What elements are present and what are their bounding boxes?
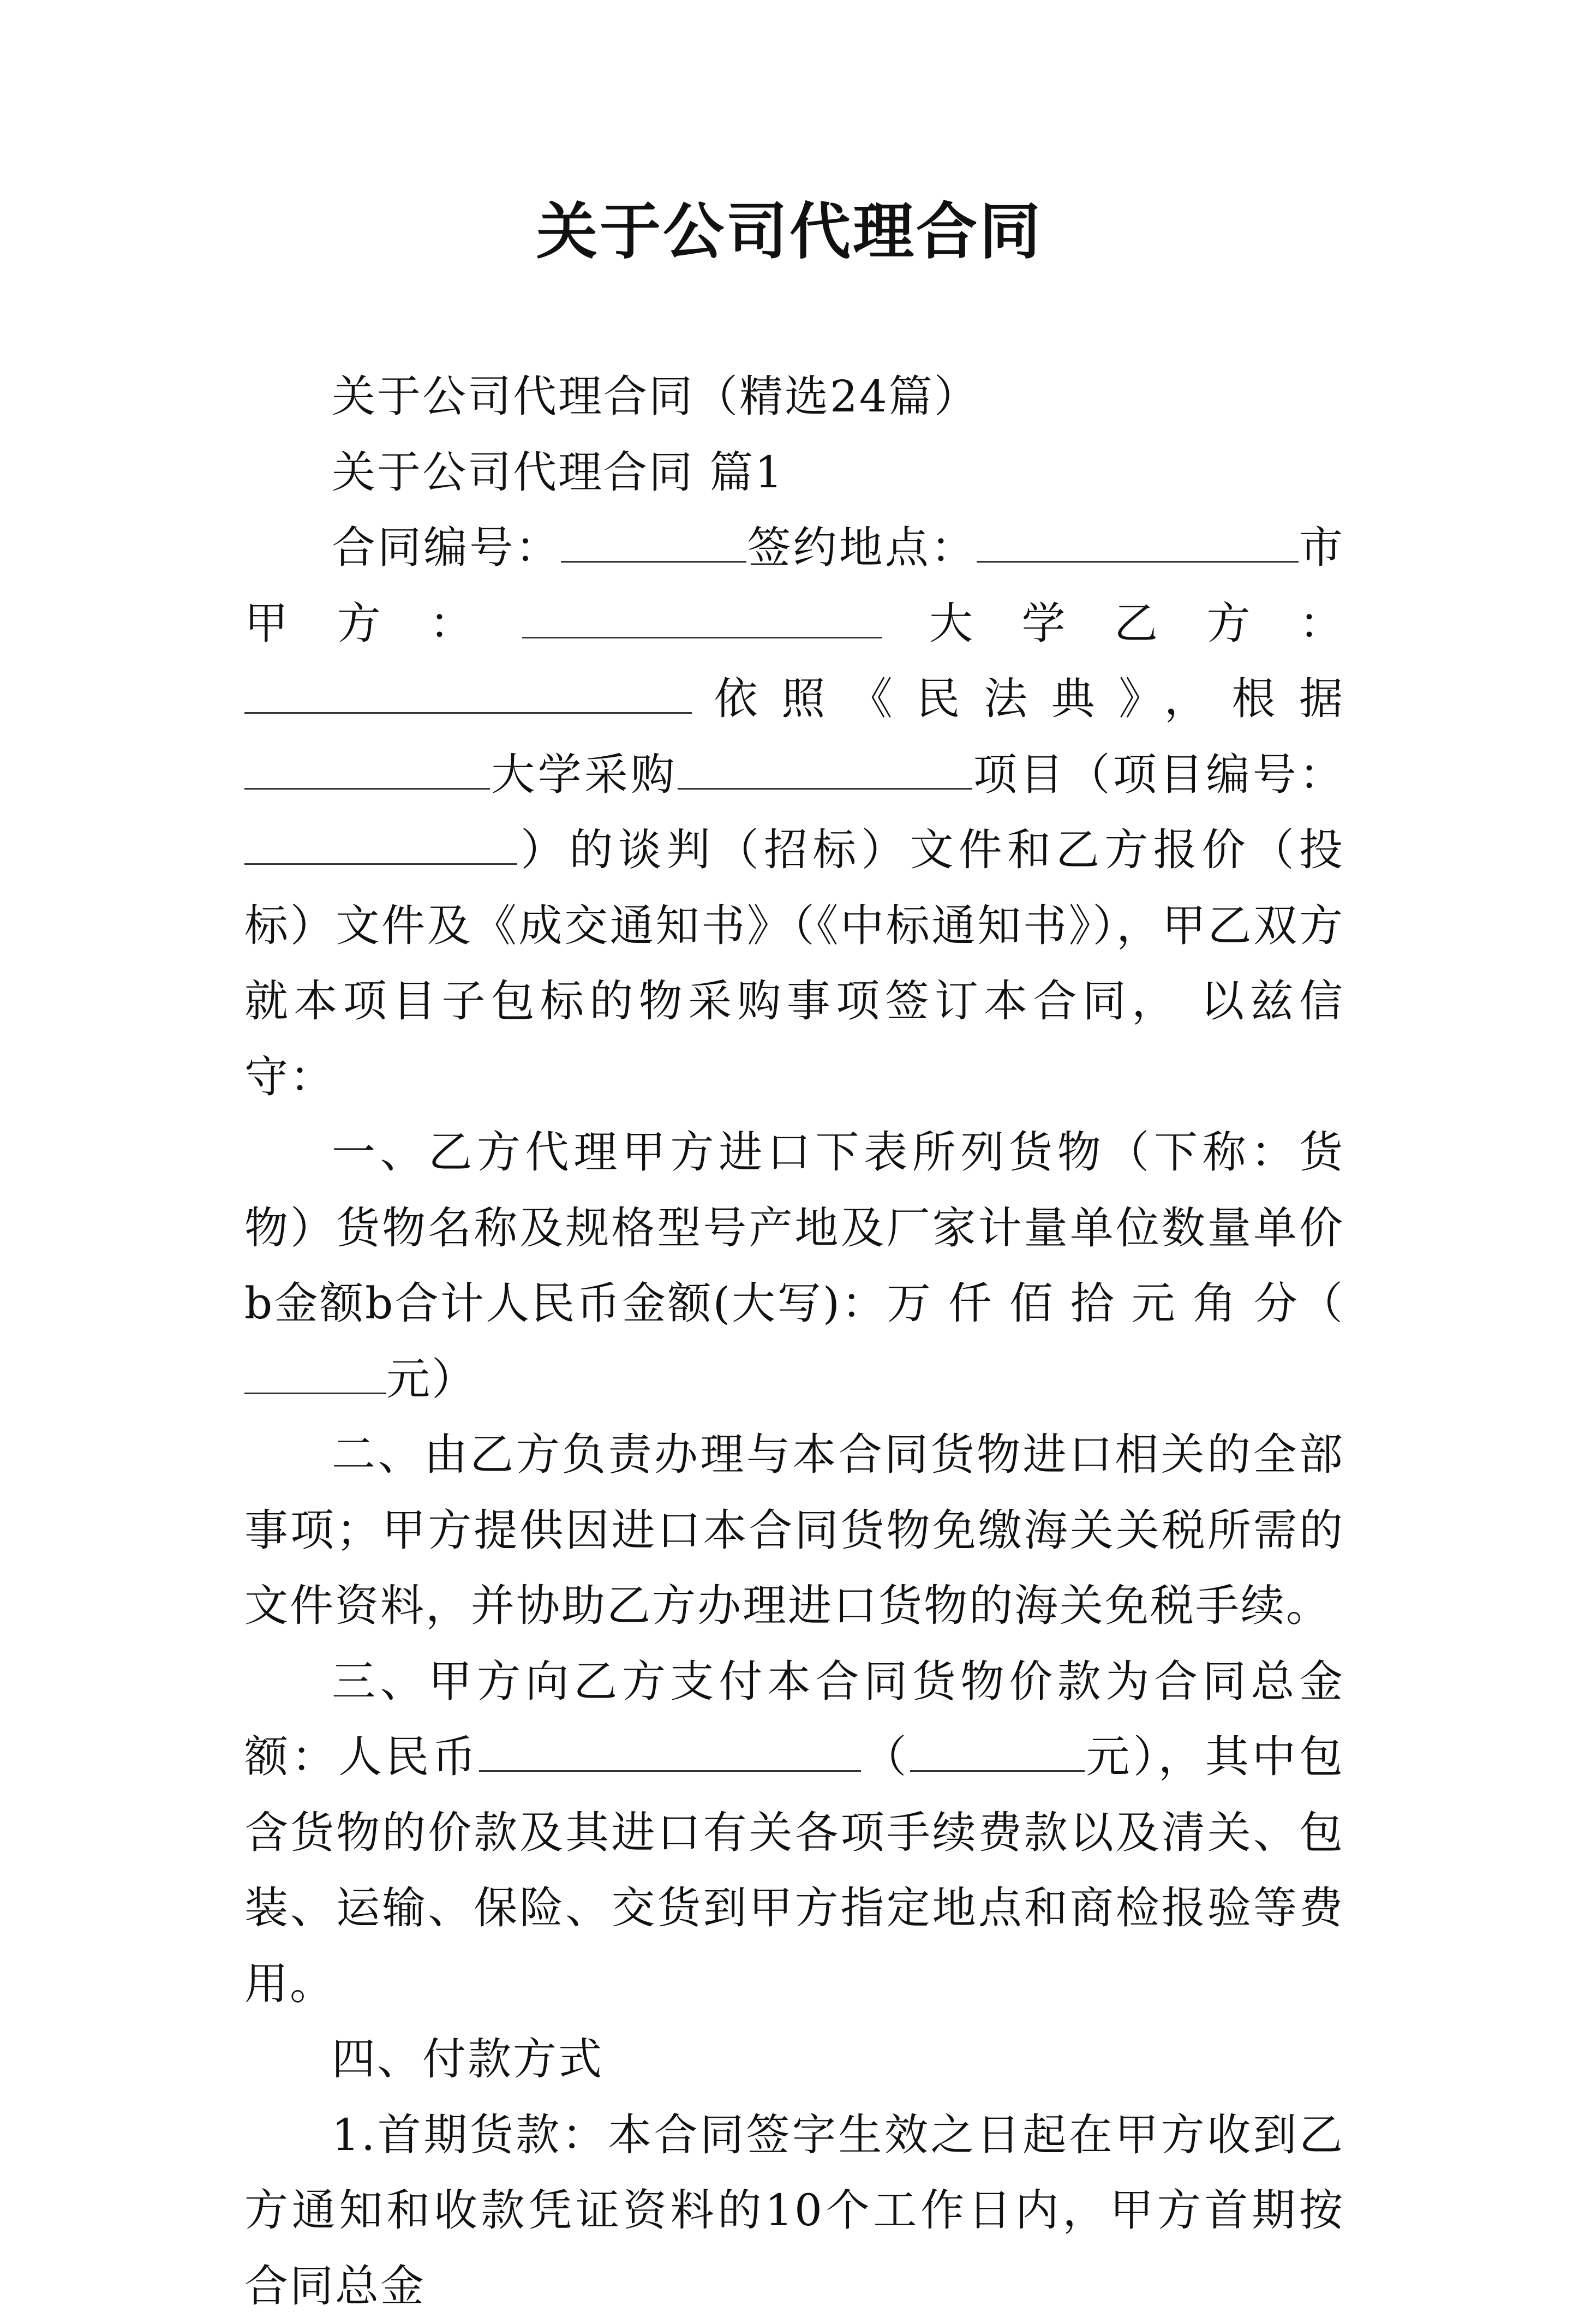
clause-1-end: 元） bbox=[386, 1354, 477, 1405]
amount-blank bbox=[244, 1392, 386, 1394]
clause-3-rest: 元），其中包含货物的价款及其进口有关各项手续费款以及清关、包装、运输、保险、交货到甲方指定地点和商检报验等费用。 bbox=[244, 1731, 1344, 2009]
project-number-label: 项目（项目编号： bbox=[972, 749, 1344, 800]
clause-3 bbox=[244, 1644, 1344, 2022]
clause-3-text: 三、甲方向乙方支付本合同货物价款为合同总金额：人民币 bbox=[244, 1656, 1344, 1783]
procurement-label: 大学采购 bbox=[490, 749, 678, 800]
clause-2: 二、由乙方负责办理与本合同货物进口相关的全部事项；甲方提供因进口本合同货物免缴海关关税所需的文件资料，并协助乙方办理进口货物的海关免税手续。 bbox=[244, 1417, 1344, 1644]
clause-1-text: 一、乙方代理甲方进口下表所列货物（下称：货物）货物名称及规格型号产地及厂家计量单位数量单价b金额b合计人民币金额(大写)：万 仟 佰 拾 元 角 分（ bbox=[244, 1127, 1344, 1329]
basis-text: 依照《民法典》，根据 bbox=[692, 673, 1344, 724]
party-b-blank bbox=[244, 712, 692, 714]
project-number-blank bbox=[244, 863, 517, 865]
document-body bbox=[244, 359, 1344, 2324]
clause-4-heading: 四、付款方式 bbox=[244, 2022, 1344, 2098]
clause-4-item-1: 1.首期货款：本合同签字生效之日起在甲方收到乙方通知和收款凭证资料的10个工作日内，甲方首期按合同总金 bbox=[244, 2098, 1344, 2324]
signing-place-label: 签约地点： bbox=[746, 522, 977, 573]
party-a-blank bbox=[522, 636, 882, 638]
contract-basis-text: ）的谈判（招标）文件和乙方报价（投标）文件及《成交通知书》（《中标通知书》），甲乙双方就本项目子包标的物采购事项签订本合同， 以兹信守： bbox=[244, 825, 1344, 1102]
clause-1 bbox=[244, 1115, 1344, 1417]
contract-number-label: 合同编号： bbox=[332, 522, 561, 573]
contract-header-paragraph bbox=[244, 510, 1344, 1115]
signing-place-blank bbox=[977, 560, 1299, 563]
rmb-amount-blank bbox=[479, 1770, 861, 1772]
yuan-blank bbox=[910, 1770, 1085, 1772]
clause-3-paren: （ bbox=[861, 1731, 910, 1782]
contract-number-blank bbox=[561, 560, 746, 563]
procurement-blank bbox=[678, 787, 972, 790]
party-a-label: 市甲方： bbox=[244, 522, 1344, 649]
party-b-label: 大学乙方： bbox=[882, 598, 1345, 649]
document-title: 关于公司代理合同 bbox=[0, 194, 1579, 270]
section-heading: 关于公司代理合同 篇1 bbox=[244, 435, 1344, 511]
subtitle-line: 关于公司代理合同（精选24篇） bbox=[244, 359, 1344, 435]
university-blank bbox=[244, 787, 490, 790]
